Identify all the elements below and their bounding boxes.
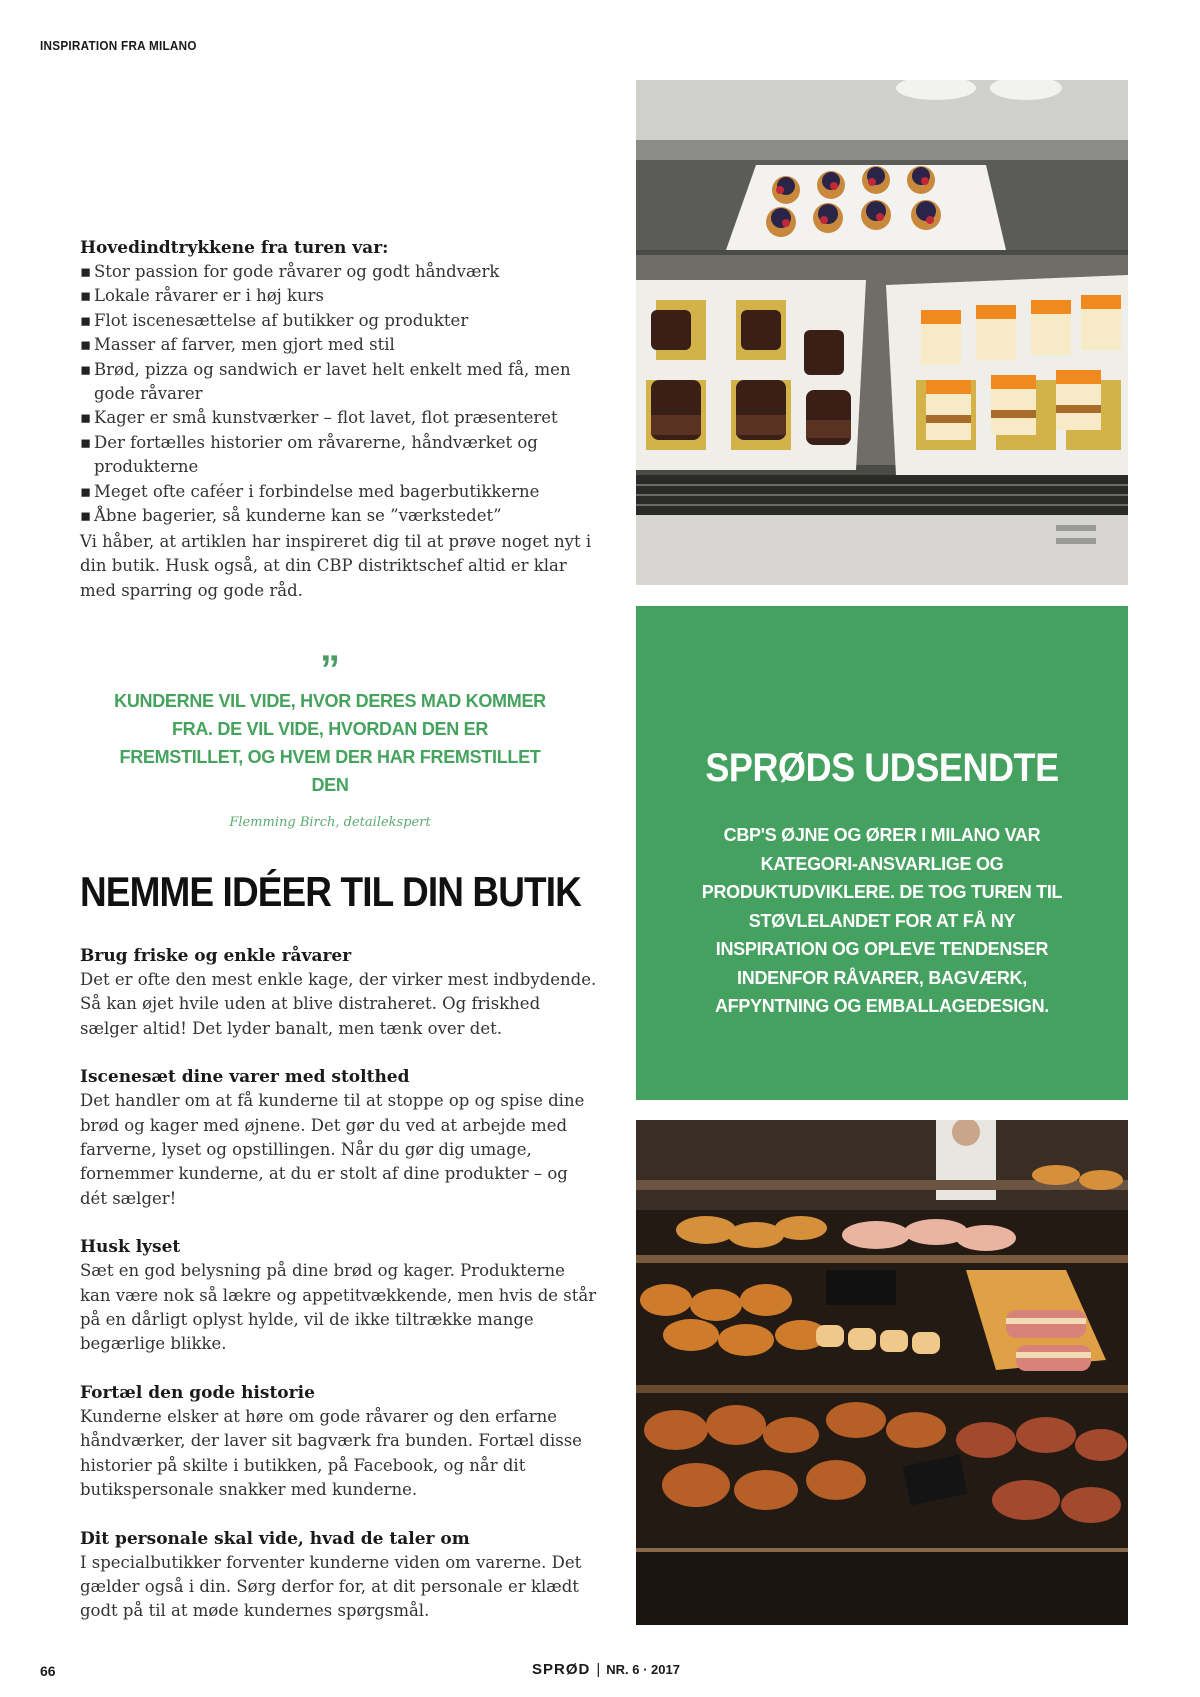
list-item: ▪ Kager er små kunstværker – flot lavet, flot præsenteret	[80, 406, 600, 430]
pastry-display-photo	[636, 80, 1128, 585]
tip	[80, 1235, 600, 1357]
section-header: INSPIRATION FRA MILANO	[40, 38, 197, 53]
list-item: ▪ Lokale råvarer er i høj kurs	[80, 284, 600, 308]
list-item: ▪ Der fortælles historier om råvarerne, håndværket og produkterne	[80, 431, 600, 480]
tip-heading: Dit personale skal vide, hvad de taler om	[80, 1528, 470, 1549]
tip-heading: Fortæl den gode historie	[80, 1382, 315, 1403]
quote-author: Flemming Birch, detailekspert	[229, 815, 431, 830]
footer-separator: |	[596, 1661, 601, 1678]
list-item: ▪ Åbne bagerier, så kunderne kan se ”værkstedet”	[80, 504, 600, 528]
sidebar-box	[636, 606, 1128, 1100]
tip-heading: Brug friske og enkle råvarer	[80, 946, 352, 966]
list-item: ▪ Masser af farver, men gjort med stil	[80, 333, 600, 357]
list-item: ▪ Meget ofte caféer i forbindelse med bagerbutikkerne	[80, 480, 600, 504]
tip-body: Sæt en god belysning på dine brød og kager. Produkterne kan være nok så lækre og appetitvækkende, men hvis de står på en dårligt oplyst hylde, vil de ikke tiltrække mange begærlige blikke.	[80, 1261, 597, 1354]
impressions-list	[80, 260, 600, 528]
pull-quote	[110, 648, 550, 830]
impressions-section	[80, 238, 600, 528]
tip-body: Kunderne elsker at høre om gode råvarer og den erfarne håndværker, der laver sit bagværk fra bunden. Fortæl disse historier på skilte i butikken, på Facebook, og når dit butikspersonale snakker med kunderne.	[80, 1406, 582, 1500]
tips-section	[80, 944, 600, 1648]
page-number: 66	[40, 1663, 56, 1679]
list-item: ▪ Brød, pizza og sandwich er lavet helt enkelt med få, men gode råvarer	[80, 358, 600, 407]
tip-body: Det er ofte den mest enkle kage, der virker mest indbydende. Så kan øjet hvile uden at blive distraheret. Og friskhed sælger altid! Det lyder banalt, men tænk over det.	[80, 970, 597, 1038]
tips-title: NEMME IDÉER TIL DIN BUTIK	[80, 868, 581, 915]
impressions-heading: Hovedindtrykkene fra turen var:	[80, 238, 389, 258]
tip	[80, 1381, 600, 1503]
tip	[80, 1527, 600, 1624]
magazine-name: SPRØD	[532, 1661, 591, 1678]
closing-paragraph: Vi håber, at artiklen har inspireret dig til at prøve noget nyt i din butik. Husk også, at din CBP distriktschef altid er klar med sparring og gode råd.	[80, 532, 592, 600]
quote-mark: ”	[320, 648, 340, 692]
bakery-counter-photo	[636, 1120, 1128, 1625]
list-item: ▪ Stor passion for gode råvarer og godt håndværk	[80, 260, 600, 284]
sidebar-title: SPRØDS UDSENDTE	[705, 746, 1059, 790]
quote-text: KUNDERNE VIL VIDE, HVOR DERES MAD KOMMER FRA. DE VIL VIDE, HVORDAN DEN ER FREMSTILLET, OG HVEM DER HAR FREMSTILLET DEN	[114, 691, 546, 795]
tip-body: Det handler om at få kunderne til at stoppe op og spise dine brød og kager med øjnene. Det gør du ved at arbejde med farverne, lyset og opstillingen. Når du gør dig umage, fornemmer kunderne, at du er stolt af dine produkter – og dét sælger!	[80, 1091, 585, 1208]
tip	[80, 944, 600, 1041]
list-item: ▪ Flot iscenesættelse af butikker og produkter	[80, 309, 600, 333]
magazine-footer	[532, 1661, 680, 1678]
issue-number: NR. 6 · 2017	[606, 1662, 680, 1677]
tip	[80, 1065, 600, 1211]
tip-heading: Iscenesæt dine varer med stolthed	[80, 1067, 410, 1088]
tip-body: I specialbutikker forventer kunderne viden om varerne. Det gælder også i din. Sørg derfor for, at dit personale er klædt godt på til at møde kundernes spørgsmål.	[80, 1552, 582, 1621]
tip-heading: Husk lyset	[80, 1237, 181, 1258]
sidebar-text: CBP'S ØJNE OG ØRER I MILANO VAR KATEGORI-ANSVARLIGE OG PRODUKTUDVIKLERE. DE TOG TUREN TIL STØVLELANDET FOR AT FÅ NY INSPIRATION OG OPLEVE TENDENSER INDENFOR RÅVARER, BAGVÆRK, AFPYNTNING OG EMBALLAGEDESIGN.	[701, 825, 1063, 1016]
